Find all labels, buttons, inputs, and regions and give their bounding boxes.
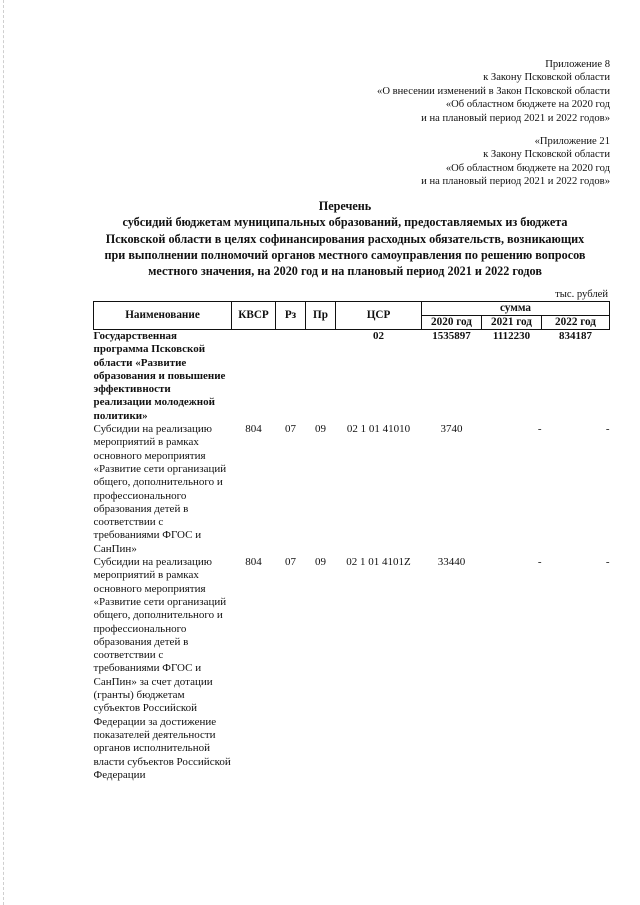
table-row: [94, 556, 610, 782]
heading-line: Псковской области в целях софинансирования расходных обязательств, возникающих: [105, 231, 585, 246]
document-heading: [80, 198, 610, 279]
row-kvsr: 804: [245, 423, 262, 436]
row-2020: 1535897: [432, 330, 471, 342]
row-csr: 02 1 01 41010: [346, 423, 411, 436]
row-pr: [306, 330, 336, 424]
appendix-21-line: «Приложение 21: [534, 136, 610, 147]
row-pr: 09: [315, 556, 326, 569]
row-2022: -: [605, 423, 610, 436]
header-csr: ЦСР: [336, 302, 422, 330]
appendix-21-line: к Закону Псковской области: [483, 149, 610, 161]
row-name: Субсидии на реализацию мероприятий в рамках основного мероприятия «Развитие сети организаций общего, дополнительного и профессионального образования детей в соответствии с требованиями ФГОС и СанПин» за счет дотации (гранты) бюджетам субъектов Российской Федерации за достижение показателей деятельности органов исполнительной власти субъектов Российской Федерации: [93, 556, 231, 781]
appendix-8-block: [377, 58, 610, 125]
row-2021: -: [537, 423, 542, 436]
scan-margin-line: [3, 0, 4, 905]
heading-line: при выполнении полномочий органов местного самоуправления по решению вопросов: [104, 247, 586, 262]
row-2021: -: [537, 556, 542, 569]
row-csr: 02 1 01 4101Z: [346, 556, 411, 569]
appendix-21-block: [421, 135, 610, 189]
appendix-21-line: «Об областном бюджете на 2020 год: [445, 162, 610, 174]
header-rz: Рз: [276, 302, 306, 330]
appendix-8-line: «Об областном бюджете на 2020 год: [445, 99, 610, 111]
heading-line: субсидий бюджетам муниципальных образований, предоставляемых из бюджета: [122, 215, 568, 230]
row-rz: [276, 330, 306, 424]
table-row: [94, 423, 610, 556]
row-kvsr: 804: [245, 556, 262, 569]
appendix-8-line: к Закону Псковской области: [483, 72, 610, 84]
header-name: Наименование: [94, 302, 232, 330]
row-name: Субсидии на реализацию мероприятий в рамках основного мероприятия «Развитие сети организаций общего, дополнительного и профессионального образования детей в соответствии с требованиями ФГОС и СанПин»: [93, 423, 227, 555]
header-2020: 2020 год: [422, 316, 482, 330]
row-2022: 834187: [559, 330, 592, 342]
row-pr: 09: [315, 423, 326, 436]
row-kvsr: [232, 330, 276, 424]
subsidies-table: [93, 301, 610, 782]
row-csr: 02: [373, 330, 384, 342]
header-pr: Пр: [306, 302, 336, 330]
header-kvsr: КВСР: [232, 302, 276, 330]
appendix-8-line: Приложение 8: [545, 59, 610, 70]
header-2021: 2021 год: [482, 316, 542, 330]
heading-line: местного значения, на 2020 год и на плановый период 2021 и 2022 годов: [148, 264, 542, 279]
row-2020: 3740: [440, 423, 463, 436]
table-row: [94, 330, 610, 424]
appendix-8-line: и на плановый период 2021 и 2022 годов»: [421, 112, 610, 124]
row-rz: 07: [285, 556, 296, 569]
heading-title: Перечень: [318, 199, 372, 213]
row-2022: -: [605, 556, 610, 569]
row-name: Государственная программа Псковской области «Развитие образования и повышение эффективности реализации молодежной политики»: [93, 330, 226, 422]
appendix-8-line: «О внесении изменений в Закон Псковской области: [377, 85, 610, 97]
header-2022: 2022 год: [542, 316, 610, 330]
row-2020: 33440: [437, 556, 466, 569]
units-label: тыс. рублей: [555, 289, 608, 300]
header-sum: сумма: [422, 302, 610, 316]
row-2021: 1112230: [492, 330, 531, 342]
appendix-21-line: и на плановый период 2021 и 2022 годов»: [421, 176, 610, 188]
row-rz: 07: [285, 423, 296, 436]
